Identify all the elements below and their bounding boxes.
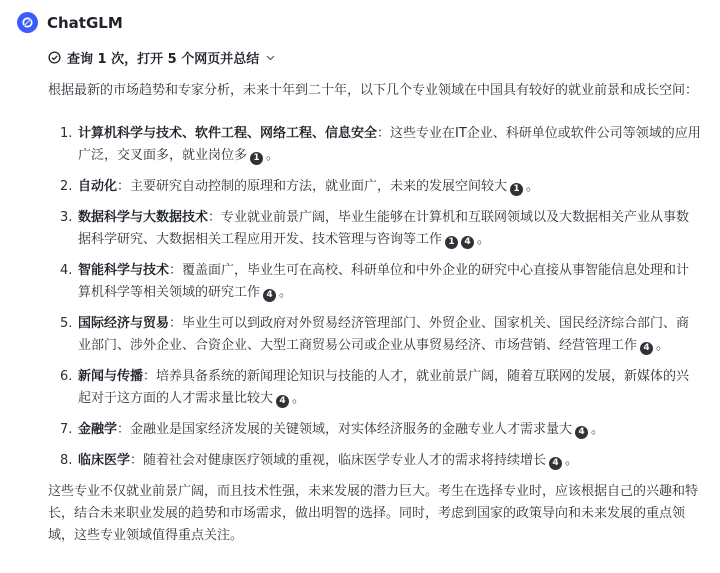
list-item-body xyxy=(78,313,702,357)
major-description: ：金融业是国家经济发展的关键领域，对实体经济服务的金融专业人才需求量大 xyxy=(117,422,573,437)
chatglm-logo-icon xyxy=(17,12,38,33)
sentence-end: 。 xyxy=(477,232,491,247)
list-item-body xyxy=(78,366,702,410)
list-item-body xyxy=(78,176,702,198)
answer-body xyxy=(48,80,702,547)
check-circle-icon xyxy=(48,51,61,64)
citation-badge[interactable]: 4 xyxy=(575,426,588,439)
search-summary-label: 查询 1 次，打开 5 个网页并总结 xyxy=(67,52,260,67)
list-item-number: 5. xyxy=(60,316,73,331)
major-description: ：覆盖面广，毕业生可在高校、科研单位和中外企业的研究中心直接从事智能信息处理和计算机科学等相关领域的研究工作 xyxy=(78,263,690,300)
sentence-end: 。 xyxy=(526,179,540,194)
major-name: 计算机科学与技术、软件工程、网络工程、信息安全 xyxy=(78,126,378,141)
chevron-down-icon xyxy=(265,52,276,63)
list-item xyxy=(48,260,702,304)
conclusion-paragraph: 这些专业不仅就业前景广阔，而且技术性强，未来发展的潜力巨大。考生在选择专业时，应该根据自己的兴趣和特长，结合未来职业发展的趋势和市场需求，做出明智的选择。同时，考虑到国家的政策导向和未来发展的重点领域，这些专业领域值得重点关注。 xyxy=(48,484,699,543)
citation-badge[interactable]: 1 xyxy=(250,152,263,165)
sentence-end: 。 xyxy=(591,422,605,437)
sentence-end: 。 xyxy=(565,453,579,468)
list-item-number: 4. xyxy=(60,263,73,278)
major-name: 金融学 xyxy=(78,422,118,437)
chat-header xyxy=(17,12,123,33)
citation-badge[interactable]: 4 xyxy=(549,457,562,470)
major-description: ：毕业生可以到政府对外贸易经济管理部门、外贸企业、国家机关、国民经济综合部门、商业部门、涉外企业、合资企业、大型工商贸易公司或企业从事贸易经济、市场营销、经营管理工作 xyxy=(78,316,690,353)
major-name: 智能科学与技术 xyxy=(78,263,170,278)
list-item-number: 2. xyxy=(60,179,73,194)
list-item-body xyxy=(78,419,702,441)
list-item-body xyxy=(78,260,702,304)
list-item xyxy=(48,313,702,357)
major-description: ：专业就业前景广阔，毕业生能够在计算机和互联网领域以及大数据相关产业从事数据科学研究、大数据相关工程应用开发、技术管理与咨询等工作 xyxy=(78,210,690,247)
citation-badge[interactable]: 4 xyxy=(276,395,289,408)
major-name: 国际经济与贸易 xyxy=(78,316,170,331)
list-item xyxy=(48,419,702,441)
list-item xyxy=(48,450,702,472)
major-description: ：这些专业在IT企业、科研单位或软件公司等领域的应用广泛，交叉面多，就业岗位多 xyxy=(78,126,701,163)
list-item xyxy=(48,176,702,198)
intro-paragraph: 根据最新的市场趋势和专家分析，未来十年到二十年，以下几个专业领域在中国具有较好的就业前景和成长空间： xyxy=(48,83,699,98)
citation-badge[interactable]: 4 xyxy=(461,236,474,249)
major-name: 数据科学与大数据技术 xyxy=(78,210,209,225)
major-list xyxy=(48,123,702,472)
major-description: ：培养具备系统的新闻理论知识与技能的人才，就业前景广阔，随着互联网的发展，新媒体的兴起对于这方面的人才需求量比较大 xyxy=(78,369,690,406)
citation-badge[interactable]: 1 xyxy=(510,183,523,196)
major-description: ：主要研究自动控制的原理和方法，就业面广，未来的发展空间较大 xyxy=(117,179,508,194)
list-item-number: 1. xyxy=(60,126,73,141)
list-item-body xyxy=(78,123,702,167)
sentence-end: 。 xyxy=(656,338,670,353)
list-item-number: 3. xyxy=(60,210,73,225)
search-summary-toggle[interactable] xyxy=(48,48,276,67)
list-item-number: 8. xyxy=(60,453,73,468)
list-item-body xyxy=(78,450,702,472)
list-item-body xyxy=(78,207,702,251)
list-item xyxy=(48,366,702,410)
major-name: 新闻与传播 xyxy=(78,369,144,384)
major-name: 临床医学 xyxy=(78,453,131,468)
sentence-end: 。 xyxy=(266,148,280,163)
list-item-number: 7. xyxy=(60,422,73,437)
list-item xyxy=(48,123,702,167)
citation-badge[interactable]: 1 xyxy=(445,236,458,249)
sentence-end: 。 xyxy=(279,285,293,300)
citation-badge[interactable]: 4 xyxy=(640,342,653,355)
list-item-number: 6. xyxy=(60,369,73,384)
citation-badge[interactable]: 4 xyxy=(263,289,276,302)
sentence-end: 。 xyxy=(292,391,306,406)
list-item xyxy=(48,207,702,251)
app-name: ChatGLM xyxy=(47,13,123,32)
major-description: ：随着社会对健康医疗领域的重视，临床医学专业人才的需求将持续增长 xyxy=(130,453,547,468)
major-name: 自动化 xyxy=(78,179,118,194)
